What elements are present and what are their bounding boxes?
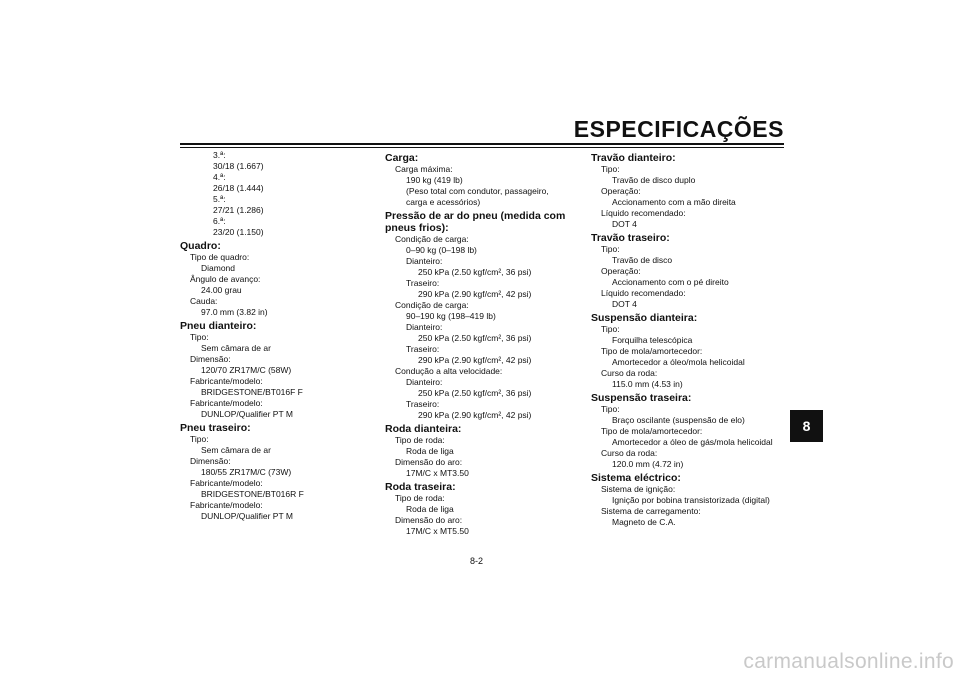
spec-line: 120.0 mm (4.72 in) xyxy=(612,459,684,469)
spec-line: Sistema de ignição: xyxy=(601,484,676,494)
spec-line: Fabricante/modelo: xyxy=(190,398,263,408)
spec-line: Dimensão: xyxy=(190,354,231,364)
spec-line: DOT 4 xyxy=(612,219,637,229)
spec-heading: Quadro: xyxy=(180,240,221,252)
spec-line: 17M/C x MT3.50 xyxy=(406,468,469,478)
spec-line: Roda de liga xyxy=(406,504,454,514)
spec-line: 190 kg (419 lb) xyxy=(406,175,463,185)
spec-heading: Suspensão dianteira: xyxy=(591,312,698,324)
spec-line: Curso da roda: xyxy=(601,448,658,458)
header-rule-thin xyxy=(180,147,784,148)
spec-heading: Pneu traseiro: xyxy=(180,422,251,434)
spec-line: Accionamento com a mão direita xyxy=(612,197,736,207)
spec-line: DUNLOP/Qualifier PT M xyxy=(201,409,293,419)
spec-line: Traseiro: xyxy=(406,344,440,354)
spec-line: Tipo de roda: xyxy=(395,435,445,445)
spec-line: Tipo: xyxy=(601,404,620,414)
spec-line: 3.ª: xyxy=(213,150,226,160)
spec-line: Fabricante/modelo: xyxy=(190,376,263,386)
spec-line: Operação: xyxy=(601,186,641,196)
spec-line: Fabricante/modelo: xyxy=(190,478,263,488)
spec-line: DUNLOP/Qualifier PT M xyxy=(201,511,293,521)
spec-line: Sem câmara de ar xyxy=(201,445,271,455)
page-number: 8-2 xyxy=(470,556,484,566)
spec-line: Carga máxima: xyxy=(395,164,453,174)
spec-heading: Pneu dianteiro: xyxy=(180,320,257,332)
spec-line: Tipo: xyxy=(601,244,620,254)
spec-line: BRIDGESTONE/BT016R F xyxy=(201,489,304,499)
spec-line: Dimensão: xyxy=(190,456,231,466)
spec-line: Dimensão do aro: xyxy=(395,457,463,467)
spec-line: 26/18 (1.444) xyxy=(213,183,264,193)
spec-line: carga e acessórios) xyxy=(406,197,481,207)
header-rule xyxy=(180,143,784,145)
spec-line: Tipo de quadro: xyxy=(190,252,250,262)
spec-line: Tipo: xyxy=(190,434,209,444)
spec-line: Roda de liga xyxy=(406,446,454,456)
spec-line: 0–90 kg (0–198 lb) xyxy=(406,245,477,255)
spec-line: Condução a alta velocidade: xyxy=(395,366,503,376)
spec-line: 97.0 mm (3.82 in) xyxy=(201,307,268,317)
spec-line: Líquido recomendado: xyxy=(601,288,686,298)
spec-line: 180/55 ZR17M/C (73W) xyxy=(201,467,292,477)
spec-heading: Travão dianteiro: xyxy=(591,152,676,164)
spec-heading: Pressão de ar do pneu (medida com pneus frios): xyxy=(385,210,566,234)
spec-line: Amortecedor a óleo/mola helicoidal xyxy=(612,357,745,367)
spec-line: 290 kPa (2.90 kgf/cm², 42 psi) xyxy=(418,410,532,420)
spec-line: Líquido recomendado: xyxy=(601,208,686,218)
spec-line: 17M/C x MT5.50 xyxy=(406,526,469,536)
spec-line: 4.ª: xyxy=(213,172,226,182)
spec-line: 6.ª: xyxy=(213,216,226,226)
spec-line: Diamond xyxy=(201,263,236,273)
spec-line: 250 kPa (2.50 kgf/cm², 36 psi) xyxy=(418,333,532,343)
spec-heading: Roda traseira: xyxy=(385,481,456,493)
spec-heading: Sistema eléctrico: xyxy=(591,472,681,484)
spec-line: Dimensão do aro: xyxy=(395,515,463,525)
spec-line: Sem câmara de ar xyxy=(201,343,271,353)
spec-line: 90–190 kg (198–419 lb) xyxy=(406,311,496,321)
spec-line: Operação: xyxy=(601,266,641,276)
spec-line: Tipo: xyxy=(190,332,209,342)
spec-line: 23/20 (1.150) xyxy=(213,227,264,237)
spec-line: Braço oscilante (suspensão de elo) xyxy=(612,415,745,425)
spec-line: Condição de carga: xyxy=(395,234,469,244)
spec-line: Traseiro: xyxy=(406,399,440,409)
spec-line: 5.ª: xyxy=(213,194,226,204)
spec-line: Travão de disco duplo xyxy=(612,175,696,185)
spec-line: Tipo: xyxy=(601,164,620,174)
spec-line: Dianteiro: xyxy=(406,322,443,332)
spec-line: 30/18 (1.667) xyxy=(213,161,264,171)
spec-heading: Roda dianteira: xyxy=(385,423,462,435)
spec-column-2 xyxy=(385,150,585,537)
spec-column-1 xyxy=(180,150,380,522)
spec-line: Dianteiro: xyxy=(406,256,443,266)
chapter-tab: 8 xyxy=(790,410,823,442)
spec-line: DOT 4 xyxy=(612,299,637,309)
spec-line: Forquilha telescópica xyxy=(612,335,693,345)
page-title: ESPECIFICAÇÕES xyxy=(573,116,784,142)
spec-line: 27/21 (1.286) xyxy=(213,205,264,215)
watermark: carmanualsonline.info xyxy=(743,650,954,673)
spec-line: 120/70 ZR17M/C (58W) xyxy=(201,365,292,375)
spec-heading: Carga: xyxy=(385,152,419,164)
spec-column-3 xyxy=(591,150,791,528)
spec-line: Dianteiro: xyxy=(406,377,443,387)
spec-line: Tipo de mola/amortecedor: xyxy=(601,426,703,436)
spec-line: 290 kPa (2.90 kgf/cm², 42 psi) xyxy=(418,289,532,299)
spec-heading: Travão traseiro: xyxy=(591,232,670,244)
spec-line: Accionamento com o pé direito xyxy=(612,277,729,287)
spec-line: Tipo de mola/amortecedor: xyxy=(601,346,703,356)
spec-line: Travão de disco xyxy=(612,255,673,265)
spec-line: BRIDGESTONE/BT016F F xyxy=(201,387,303,397)
spec-line: (Peso total com condutor, passageiro, xyxy=(406,186,549,196)
spec-line: Tipo de roda: xyxy=(395,493,445,503)
spec-line: Cauda: xyxy=(190,296,218,306)
spec-line: 250 kPa (2.50 kgf/cm², 36 psi) xyxy=(418,267,532,277)
spec-line: Ângulo de avanço: xyxy=(190,274,261,284)
spec-line: 115.0 mm (4.53 in) xyxy=(612,379,683,389)
spec-line: Traseiro: xyxy=(406,278,440,288)
spec-line: Amortecedor a óleo de gás/mola helicoidal xyxy=(612,437,773,447)
spec-line: 24.00 grau xyxy=(201,285,242,295)
spec-line: Fabricante/modelo: xyxy=(190,500,263,510)
spec-line: Sistema de carregamento: xyxy=(601,506,701,516)
spec-line: Ignição por bobina transistorizada (digital) xyxy=(612,495,770,505)
spec-line: Magneto de C.A. xyxy=(612,517,676,527)
spec-heading: Suspensão traseira: xyxy=(591,392,692,404)
spec-line: 250 kPa (2.50 kgf/cm², 36 psi) xyxy=(418,388,532,398)
spec-line: Curso da roda: xyxy=(601,368,658,378)
spec-line: 290 kPa (2.90 kgf/cm², 42 psi) xyxy=(418,355,532,365)
spec-line: Condição de carga: xyxy=(395,300,469,310)
spec-line: Tipo: xyxy=(601,324,620,334)
